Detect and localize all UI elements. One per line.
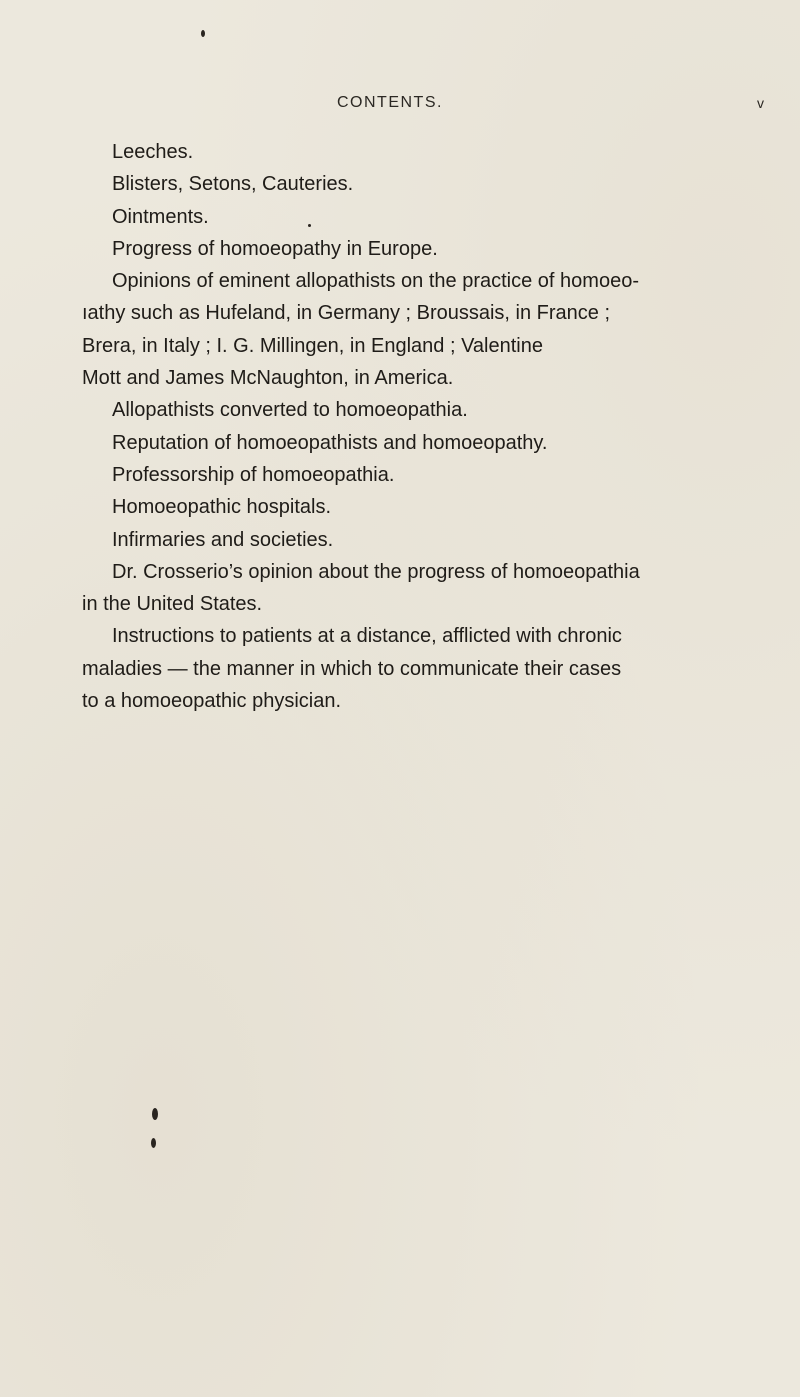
contents-entry <box>0 201 800 233</box>
entry-line: to a homoeopathic physician. <box>82 690 342 713</box>
ink-speck <box>151 1138 156 1148</box>
entry-line: Brera, in Italy ; I. G. Millingen, in England ; Valentine <box>82 334 543 357</box>
running-head <box>0 94 800 118</box>
entry-line: Instructions to patients at a distance, afflicted with chronic <box>112 625 622 648</box>
contents-entry <box>0 265 800 394</box>
entry-line: Ointments. <box>112 205 209 228</box>
contents-entry <box>0 620 800 717</box>
entry-line: Blisters, Setons, Cauteries. <box>112 173 354 196</box>
running-head-title: CONTENTS. <box>337 94 443 111</box>
contents-entry <box>0 394 800 426</box>
entry-line: Professorship of homoeopathia. <box>112 463 395 486</box>
entry-line: maladies — the manner in which to communicate their cases <box>82 657 622 680</box>
entry-line: Leeches. <box>112 141 194 163</box>
contents-entry <box>0 524 800 556</box>
page-number: v <box>757 95 764 111</box>
entry-line: Opinions of eminent allopathists on the practice of homoeo- <box>112 270 639 293</box>
ink-speck <box>308 224 311 227</box>
contents-entry <box>0 427 800 459</box>
contents-entry <box>0 233 800 265</box>
contents-entry <box>0 136 800 168</box>
entry-line: in the United States. <box>82 593 263 616</box>
entry-line: Homoeopathic hospitals. <box>112 496 332 519</box>
entry-line: ıathy such as Hufeland, in Germany ; Broussais, in France ; <box>82 302 611 325</box>
entry-line: Infirmaries and societies. <box>112 528 334 551</box>
contents-entry <box>0 556 800 621</box>
entry-line: Reputation of homoeopathists and homoeopathy. <box>112 431 548 454</box>
entry-line: Mott and James McNaughton, in America. <box>82 367 454 390</box>
contents-list <box>0 136 800 717</box>
contents-entry <box>0 459 800 491</box>
contents-entry <box>0 168 800 200</box>
ink-speck <box>201 30 205 37</box>
ink-speck <box>152 1108 158 1120</box>
entry-line: Dr. Crosserio’s opinion about the progress of homoeopathia <box>112 560 640 583</box>
entry-line: Progress of homoeopathy in Europe. <box>112 237 438 260</box>
contents-entry <box>0 491 800 523</box>
entry-line: Allopathists converted to homoeopathia. <box>112 399 468 422</box>
